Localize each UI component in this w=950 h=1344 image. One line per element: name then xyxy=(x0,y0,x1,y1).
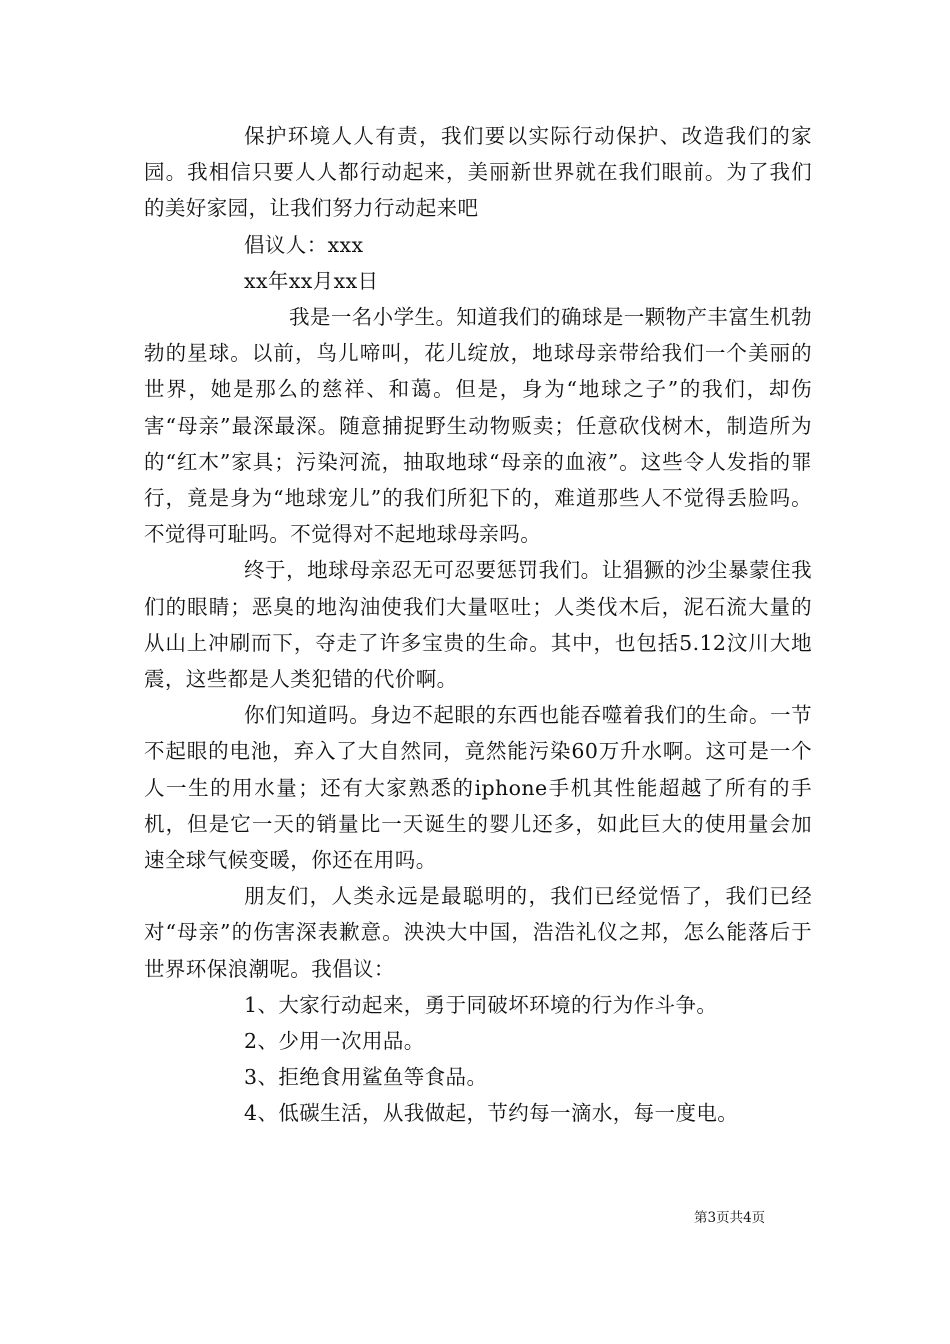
date-line: xx年xx月xx日 xyxy=(244,268,379,293)
essay-paragraph-2: 终于，地球母亲忍无可忍要惩罚我们。让猖獗的沙尘暴蒙住我们的眼睛；恶臭的地沟油使我们大量呕吐；人类伐木后，泥石流大量的从山上冲刷而下，夺走了许多宝贵的生命。其中，也包括5.12汶川大地震，这些都是人类犯错的代价啊。 xyxy=(144,558,812,692)
essay-paragraph-1: 我是一名小学生。知道我们的确球是一颗物产丰富生机勃勃的星球。以前，鸟儿啼叫，花儿绽放，地球母亲带给我们一个美丽的世界，她是那么的慈祥、和蔼。但是，身为“地球之子”的我们，却伤害“母亲”最深最深。随意捕捉野生动物贩卖；任意砍伐树木，制造所为的“红木”家具；污染河流，抽取地球“母亲的血液”。这些令人发指的罪行，竟是身为“地球宠儿”的我们所犯下的，难道那些人不觉得丢脸吗。不觉得可耻吗。不觉得对不起地球母亲吗。 xyxy=(144,305,812,547)
page-number-footer: 第3页共4页 xyxy=(694,1210,766,1226)
document-body xyxy=(144,118,812,1132)
proposal-item-2: 2、少用一次用品。 xyxy=(244,1029,425,1054)
proposer-line: 倡议人：xxx xyxy=(244,232,364,257)
proposal-item-4: 4、低碳生活，从我做起，节约每一滴水，每一度电。 xyxy=(244,1101,739,1126)
essay-paragraph-4: 朋友们，人类永远是最聪明的，我们已经觉悟了，我们已经对“母亲”的伤害深表歉意。泱泱大中国，浩浩礼仪之邦，怎么能落后于世界环保浪潮呢。我倡议： xyxy=(144,884,812,981)
proposal-item-1: 1、大家行动起来，勇于同破坏环境的行为作斗争。 xyxy=(244,992,718,1017)
essay-paragraph-3: 你们知道吗。身边不起眼的东西也能吞噬着我们的生命。一节不起眼的电池，弃入了大自然同，竟然能污染60万升水啊。这可是一个人一生的用水量；还有大家熟悉的iphone手机其性能超越了所有的手机，但是它一天的销量比一天诞生的婴儿还多，如此巨大的使用量会加速全球气候变暖，你还在用吗。 xyxy=(144,703,812,873)
proposal-item-3: 3、拒绝食用鲨鱼等食品。 xyxy=(244,1065,488,1090)
closing-paragraph: 保护环境人人有责，我们要以实际行动保护、改造我们的家园。我相信只要人人都行动起来，美丽新世界就在我们眼前。为了我们的美好家园，让我们努力行动起来吧 xyxy=(144,124,812,221)
